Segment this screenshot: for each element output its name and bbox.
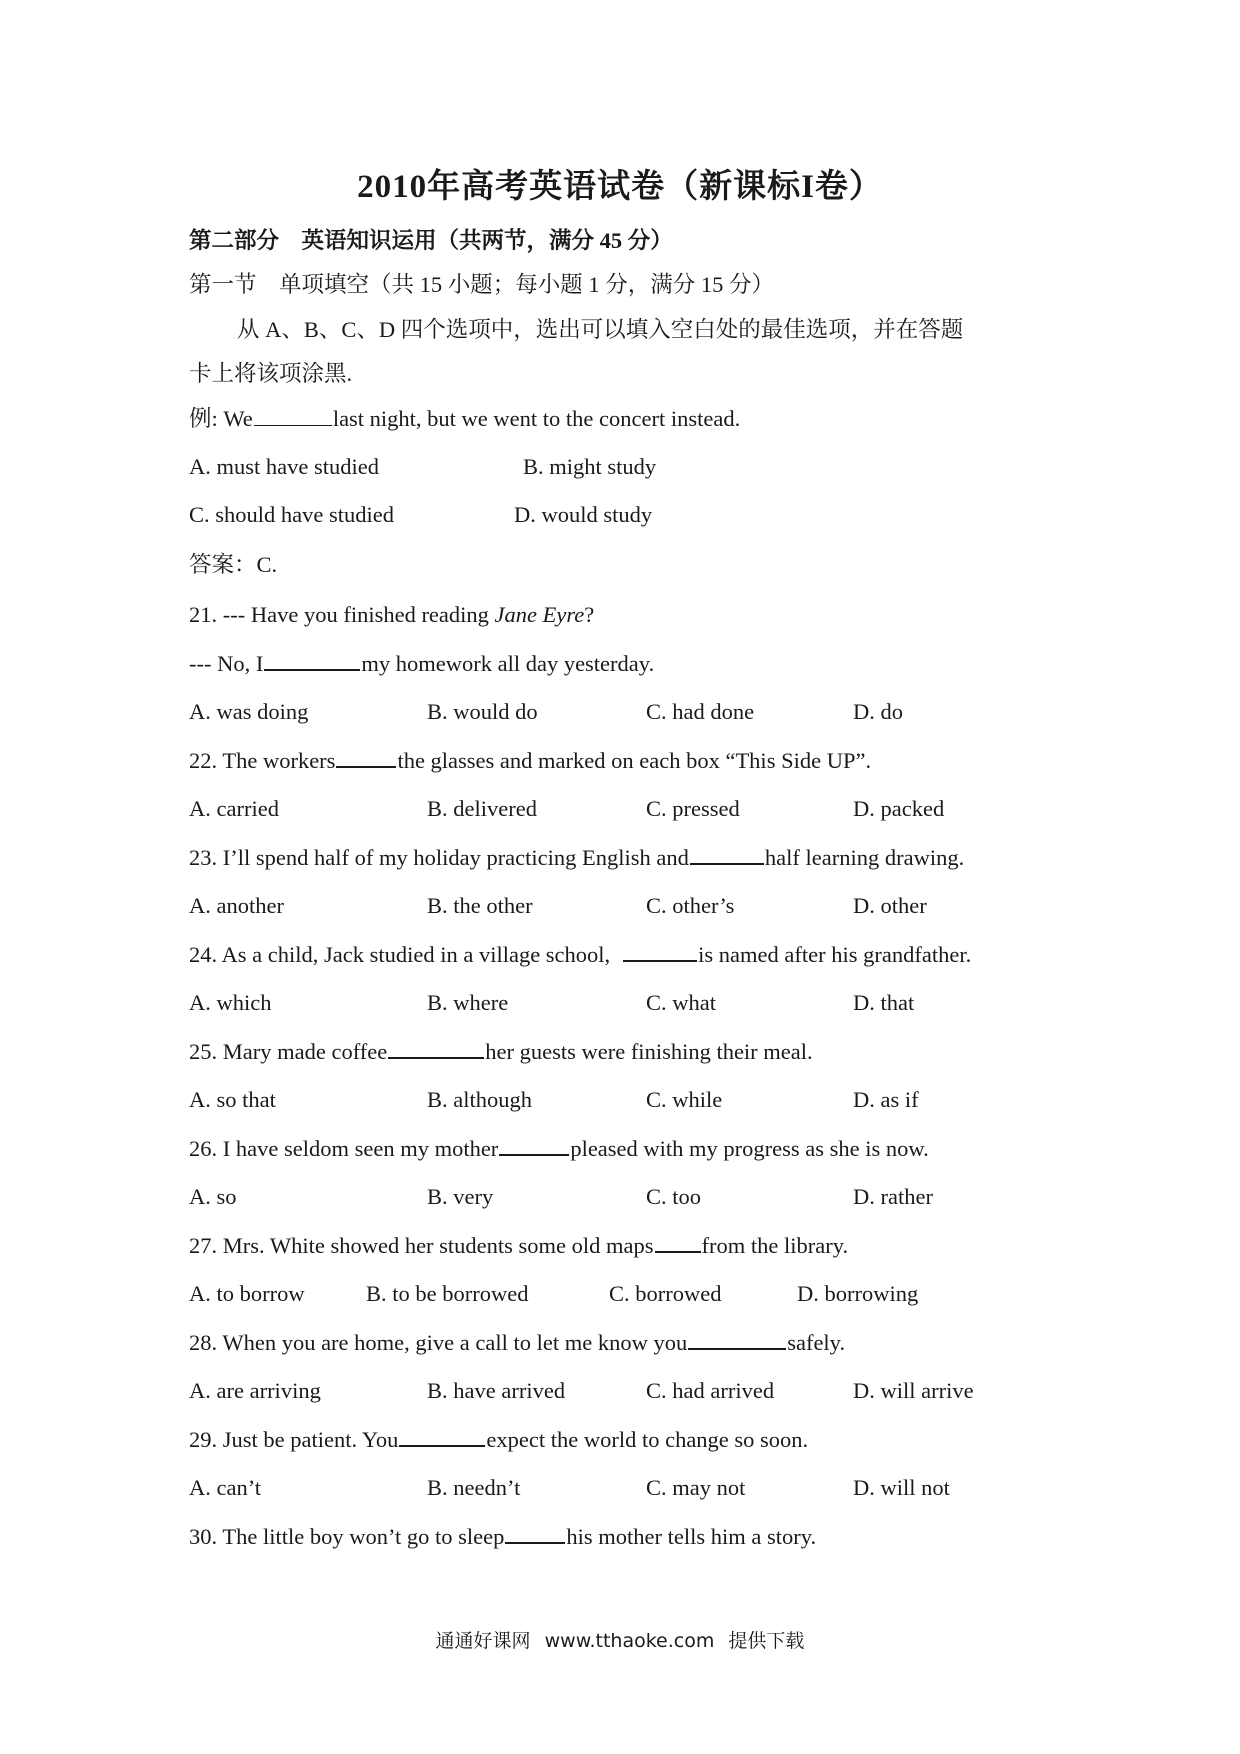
question-29-option-d: D. will not (853, 1475, 950, 1500)
answer-blank (499, 1136, 569, 1156)
example-answer: 答案：C. (189, 552, 278, 577)
question-28-text: 28. When you are home, give a call to let me know you (189, 1330, 688, 1355)
question-24-option-c: C. what (646, 990, 716, 1015)
question-21-option-d: D. do (853, 699, 903, 724)
instructions-line-2: 卡上将该项涂黑. (189, 361, 353, 386)
question-29-text-end: expect the world to change so soon. (486, 1427, 809, 1452)
book-title: Jane Eyre (494, 602, 585, 627)
question-26-option-b: B. very (427, 1184, 494, 1209)
question-27-stem (189, 1231, 848, 1261)
question-28-option-b: B. have arrived (427, 1378, 566, 1403)
question-22-stem (189, 746, 871, 776)
question-24-text-end: is named after his grandfather. (698, 942, 972, 967)
question-24-option-a: A. which (189, 990, 272, 1015)
question-30-stem (189, 1522, 816, 1552)
page-footer (0, 1626, 1240, 1653)
answer-blank (690, 845, 764, 865)
answer-blank (623, 942, 697, 962)
footer-note: 提供下载 (728, 1630, 805, 1652)
answer-blank (655, 1233, 701, 1253)
footer-url[interactable]: www.tthaoke.com (544, 1630, 715, 1652)
example-option-b: B. might study (523, 454, 657, 479)
question-25-stem (189, 1037, 813, 1067)
question-24-option-d: D. that (853, 990, 915, 1015)
question-23-option-a: A. another (189, 893, 284, 918)
question-25-option-a: A. so that (189, 1087, 276, 1112)
question-22-option-c: C. pressed (646, 796, 740, 821)
example-option-a: A. must have studied (189, 454, 379, 479)
answer-blank (264, 651, 360, 671)
question-28-text-end: safely. (787, 1330, 846, 1355)
question-21-reply-prefix: --- No, I (189, 651, 264, 676)
question-21-text: 21. --- Have you finished reading (189, 602, 495, 627)
question-26-text-end: pleased with my progress as she is now. (570, 1136, 929, 1161)
question-29-text: 29. Just be patient. You (189, 1427, 399, 1452)
question-27-option-d: D. borrowing (797, 1281, 919, 1306)
answer-blank (254, 407, 332, 426)
question-25-option-d: D. as if (853, 1087, 919, 1112)
instructions-line-1: 从 A、B、C、D 四个选项中，选出可以填入空白处的最佳选项，并在答题 (237, 317, 964, 342)
question-28-option-c: C. had arrived (646, 1378, 775, 1403)
question-25-text-end: her guests were finishing their meal. (485, 1039, 813, 1064)
question-23-option-b: B. the other (427, 893, 533, 918)
example-stem-prefix: 例: We (189, 406, 253, 431)
question-23-text: 23. I’ll spend half of my holiday practicing English and (189, 845, 689, 870)
question-24-stem (189, 940, 971, 970)
example-option-c: C. should have studied (189, 502, 394, 527)
answer-blank (505, 1524, 565, 1544)
question-21-option-b: B. would do (427, 699, 538, 724)
question-27-option-a: A. to borrow (189, 1281, 305, 1306)
question-25-option-b: B. although (427, 1087, 532, 1112)
question-25-option-c: C. while (646, 1087, 723, 1112)
example-stem-suffix: last night, but we went to the concert instead. (332, 406, 741, 431)
question-21-option-c: C. had done (646, 699, 755, 724)
question-21-stem (189, 600, 594, 630)
question-29-stem (189, 1425, 808, 1455)
question-22-text-end: the glasses and marked on each box “This Side UP”. (397, 748, 872, 773)
answer-blank (336, 748, 396, 768)
footer-site-name: 通通好课网 (435, 1630, 531, 1652)
question-27-text: 27. Mrs. White showed her students some old maps (189, 1233, 654, 1258)
question-23-text-end: half learning drawing. (764, 845, 965, 870)
example-option-d: D. would study (514, 502, 653, 527)
question-27-option-c: C. borrowed (609, 1281, 722, 1306)
question-21-reply-suffix: my homework all day yesterday. (361, 651, 655, 676)
question-28-stem (189, 1328, 845, 1358)
question-23-option-c: C. other’s (646, 893, 735, 918)
question-24-text: 24. As a child, Jack studied in a village school, (189, 942, 611, 967)
answer-blank (688, 1330, 786, 1350)
question-21-option-a: A. was doing (189, 699, 309, 724)
example-stem (189, 404, 740, 434)
question-24-option-b: B. where (427, 990, 509, 1015)
question-26-option-c: C. too (646, 1184, 702, 1209)
question-25-text: 25. Mary made coffee (189, 1039, 388, 1064)
question-29-option-b: B. needn’t (427, 1475, 521, 1500)
question-26-option-d: D. rather (853, 1184, 933, 1209)
question-27-text-end: from the library. (701, 1233, 849, 1258)
question-mark: ? (584, 602, 595, 627)
question-30-text-end: his mother tells him a story. (566, 1524, 817, 1549)
question-23-option-d: D. other (853, 893, 927, 918)
question-29-option-a: A. can’t (189, 1475, 262, 1500)
question-27-option-b: B. to be borrowed (366, 1281, 529, 1306)
question-29-option-c: C. may not (646, 1475, 746, 1500)
question-22-option-a: A. carried (189, 796, 279, 821)
section-heading: 第一节 单项填空（共 15 小题；每小题 1 分，满分 15 分） (189, 272, 775, 297)
page-title: 2010年高考英语试卷（新课标I卷） (357, 169, 883, 205)
question-28-option-a: A. are arriving (189, 1378, 321, 1403)
question-22-text: 22. The workers (189, 748, 336, 773)
question-21-stem-2 (189, 649, 654, 679)
question-26-option-a: A. so (189, 1184, 237, 1209)
question-22-option-d: D. packed (853, 796, 945, 821)
question-22-option-b: B. delivered (427, 796, 537, 821)
answer-blank (388, 1039, 484, 1059)
answer-blank (399, 1427, 485, 1447)
question-28-option-d: D. will arrive (853, 1378, 974, 1403)
question-26-stem (189, 1134, 929, 1164)
part-heading: 第二部分 英语知识运用（共两节，满分 45 分） (189, 228, 673, 253)
question-23-stem (189, 843, 964, 873)
question-26-text: 26. I have seldom seen my mother (189, 1136, 499, 1161)
question-30-text: 30. The little boy won’t go to sleep (189, 1524, 505, 1549)
